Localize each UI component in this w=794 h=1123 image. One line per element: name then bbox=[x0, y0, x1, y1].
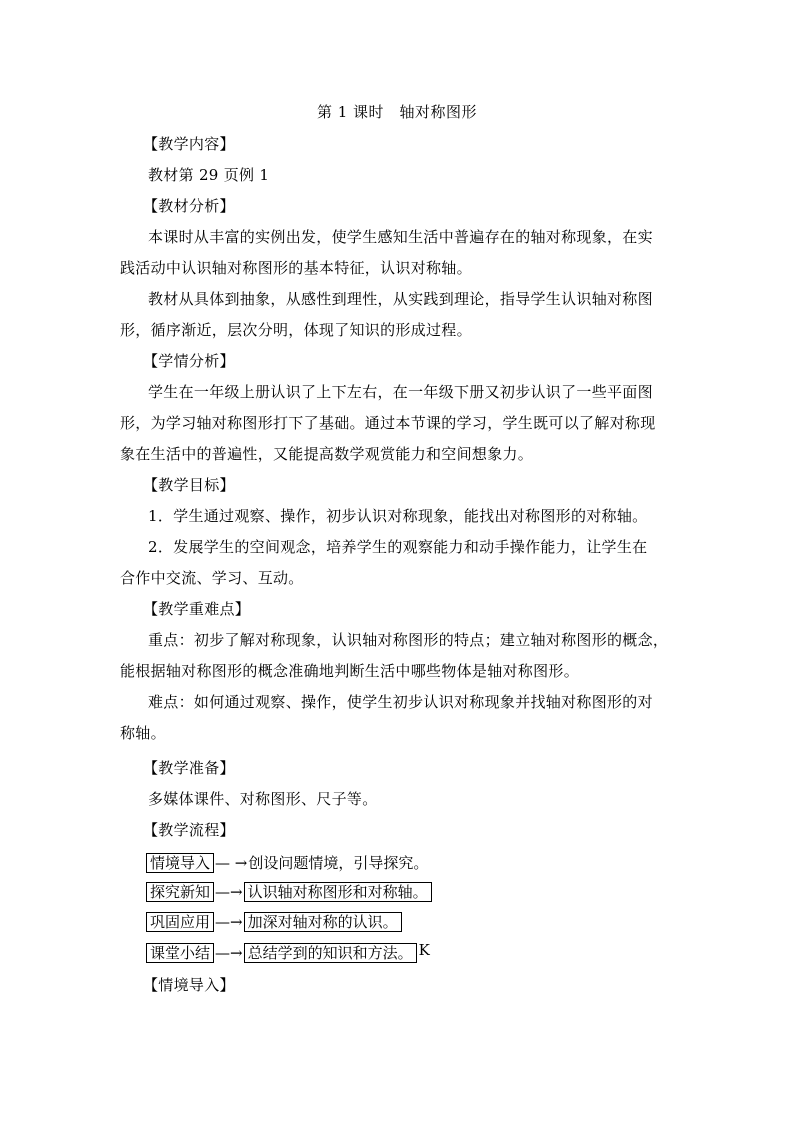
heading-learner-analysis: 【学情分析】 bbox=[143, 352, 235, 370]
lesson-title: 第 1 课时 轴对称图形 bbox=[316, 103, 478, 121]
key-point-line-1: 重点：初步了解对称现象，认识轴对称图形的特点；建立轴对称图形的概念， bbox=[148, 631, 669, 649]
flow-row-4 bbox=[146, 943, 430, 965]
flow-row-2 bbox=[146, 882, 432, 904]
flow-target-box: 认识轴对称图形和对称轴。 bbox=[244, 882, 432, 902]
analysis-paragraph-2-line-1: 教材从具体到抽象，从感性到理性，从实践到理论，指导学生认识轴对称图 bbox=[148, 290, 653, 308]
heading-situation-intro: 【情境导入】 bbox=[143, 976, 235, 994]
goal-2-line-1: 2．发展学生的空间观念，培养学生的观察能力和动手操作能力，让学生在 bbox=[148, 538, 648, 556]
preparation-text: 多媒体课件、对称图形、尺子等。 bbox=[148, 790, 378, 808]
goal-2-line-2: 合作中交流、学习、互动。 bbox=[120, 569, 304, 587]
flow-arrow: —→ bbox=[215, 944, 243, 962]
heading-teaching-content: 【教学内容】 bbox=[143, 135, 235, 153]
learner-analysis-line-1: 学生在一年级上册认识了上下左右，在一年级下册又初步认识了一些平面图 bbox=[148, 383, 653, 401]
heading-key-difficult-points: 【教学重难点】 bbox=[143, 600, 251, 618]
flow-arrow: —→ bbox=[215, 883, 243, 901]
learner-analysis-line-2: 形，为学习轴对称图形打下了基础。通过本节课的学习，学生既可以了解对称现 bbox=[120, 414, 656, 432]
difficult-point-line-2: 称轴。 bbox=[120, 724, 166, 742]
goal-1: 1．学生通过观察、操作，初步认识对称现象，能找出对称图形的对称轴。 bbox=[148, 507, 648, 525]
heading-teaching-flow: 【教学流程】 bbox=[143, 821, 235, 839]
analysis-paragraph-1-line-1: 本课时从丰富的实例出发，使学生感知生活中普遍存在的轴对称现象，在实 bbox=[148, 228, 653, 246]
flow-tail-mark: K bbox=[418, 941, 430, 959]
heading-textbook-analysis: 【教材分析】 bbox=[143, 197, 235, 215]
analysis-paragraph-1-line-2: 践活动中认识轴对称图形的基本特征，认识对称轴。 bbox=[120, 259, 472, 277]
teaching-content-text: 教材第 29 页例 1 bbox=[148, 166, 270, 184]
difficult-point-line-1: 难点：如何通过观察、操作，使学生初步认识对称现象并找轴对称图形的对 bbox=[148, 693, 653, 711]
flow-target-box: 加深对轴对称的认识。 bbox=[244, 912, 402, 932]
heading-teaching-preparation: 【教学准备】 bbox=[143, 759, 235, 777]
flow-target-box: 总结学到的知识和方法。 bbox=[244, 943, 417, 963]
flow-arrow: — → bbox=[215, 854, 248, 872]
flow-row-1 bbox=[146, 853, 428, 875]
key-point-line-2: 能根据轴对称图形的概念准确地判断生活中哪些物体是轴对称图形。 bbox=[120, 662, 580, 680]
flow-step-box: 探究新知 bbox=[146, 882, 214, 902]
flow-arrow: —→ bbox=[215, 913, 243, 931]
learner-analysis-line-3: 象在生活中的普遍性，又能提高数学观赏能力和空间想象力。 bbox=[120, 445, 534, 463]
flow-step-box: 巩固应用 bbox=[146, 912, 214, 932]
flow-step-box: 课堂小结 bbox=[146, 943, 214, 963]
flow-row-3 bbox=[146, 912, 402, 934]
heading-teaching-goals: 【教学目标】 bbox=[143, 476, 235, 494]
flow-target-text: 创设问题情境，引导探究。 bbox=[248, 854, 429, 872]
flow-step-box: 情境导入 bbox=[146, 853, 214, 873]
analysis-paragraph-2-line-2: 形，循序渐近，层次分明，体现了知识的形成过程。 bbox=[120, 321, 472, 339]
